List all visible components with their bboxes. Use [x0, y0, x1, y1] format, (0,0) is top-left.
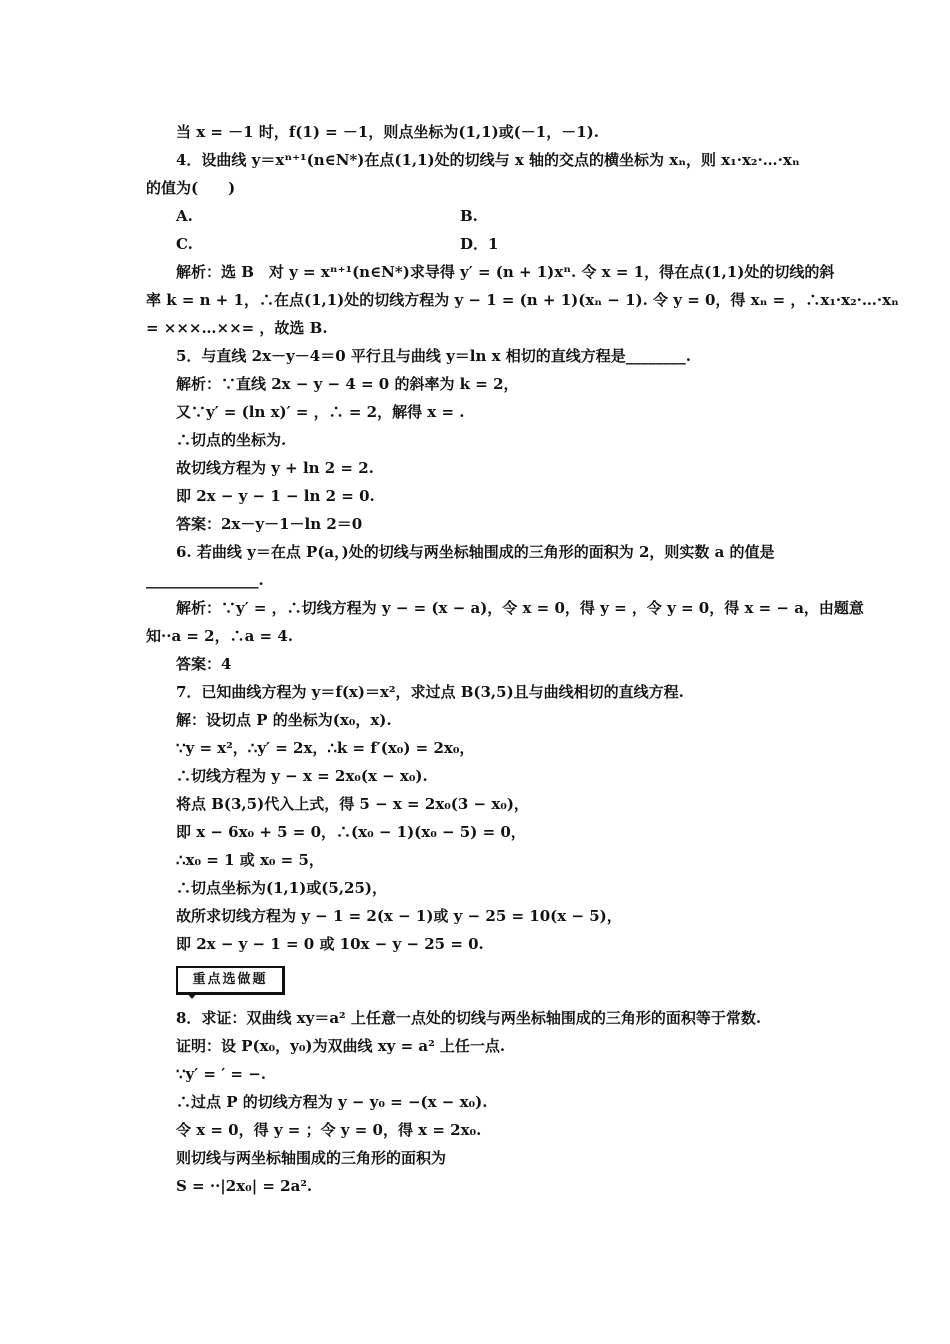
solution-line: 即 2x − y − 1 = 0 或 10x − y − 25 = 0.	[176, 935, 484, 953]
option-c: C.	[176, 235, 193, 253]
proof-line: ∴过点 P 的切线方程为 y − y₀ = −(x − x₀).	[176, 1093, 488, 1111]
section-badge: 重点选做题	[176, 966, 285, 995]
solution-line: 又∵y′ = (ln x)′ = ，∴ = 2，解得 x = .	[176, 403, 465, 421]
answer-line: 答案：2x－y－1－ln 2＝0	[176, 515, 363, 533]
solution-line: = ×××…××= ，故选 B.	[146, 319, 328, 337]
solution-line: 解析：∵直线 2x − y − 4 = 0 的斜率为 k = 2，	[176, 375, 519, 393]
option-a: A.	[176, 207, 193, 225]
question-7: 7．已知曲线方程为 y＝f(x)＝x²，求过点 B(3,5)且与曲线相切的直线方程.	[176, 683, 684, 701]
solution-line: 解：设切点 P 的坐标为(x₀，x).	[176, 711, 392, 729]
option-d: D．1	[460, 235, 499, 253]
question-4: 4．设曲线 y＝xⁿ⁺¹(n∈N*)在点(1,1)处的切线与 x 轴的交点的横坐标为 xₙ，则 x₁·x₂·…·xₙ	[176, 151, 800, 169]
solution-line: 即 2x − y − 1 − ln 2 = 0.	[176, 487, 375, 505]
solution-line: 故所求切线方程为 y − 1 = 2(x − 1)或 y − 25 = 10(x − 5)，	[176, 907, 622, 925]
solution-line: 知··a = 2，∴a = 4.	[146, 627, 294, 645]
badge-tail-icon	[186, 992, 198, 999]
document-page	[146, 118, 899, 1200]
question-5: 5．与直线 2x－y－4＝0 平行且与曲线 y＝ln x 相切的直线方程是________.	[176, 347, 692, 365]
solution-line: 即 x − 6x₀ + 5 = 0，∴(x₀ − 1)(x₀ − 5) = 0，	[176, 823, 526, 841]
proof-line: S = ··|2x₀| = 2a².	[176, 1177, 313, 1195]
section-header	[146, 958, 810, 1004]
answer-line: 答案：4	[176, 655, 232, 673]
solution-line: 率 k = n + 1，∴在点(1,1)处的切线方程为 y − 1 = (n + 1)(xₙ − 1). 令 y = 0，得 xₙ = ，∴x₁·x₂·…·xₙ	[146, 291, 899, 309]
solution-line: ∴切线方程为 y − x = 2x₀(x − x₀).	[176, 767, 428, 785]
question-6: 6. 若曲线 y＝在点 P(a，)处的切线与两坐标轴围成的三角形的面积为 2，则实数 a 的值是	[176, 543, 775, 561]
solution-line: ∴x₀ = 1 或 x₀ = 5，	[176, 851, 324, 869]
blank-line: _______________.	[146, 571, 264, 589]
options-row	[146, 202, 810, 230]
solution-line: ∴切点的坐标为.	[176, 431, 287, 449]
solution-line: 解析：∵y′ = ，∴切线方程为 y − = (x − a)，令 x = 0，得 y = ，令 y = 0，得 x = − a，由题意	[176, 599, 864, 617]
proof-line: 则切线与两坐标轴围成的三角形的面积为	[176, 1149, 447, 1167]
proof-line: 证明：设 P(x₀，y₀)为双曲线 xy = a² 上任一点.	[176, 1037, 506, 1055]
text-line: 当 x = －1 时，f(1) = －1，则点坐标为(1,1)或(－1，－1).	[176, 123, 599, 141]
question-8: 8．求证：双曲线 xy＝a² 上任意一点处的切线与两坐标轴围成的三角形的面积等于常数.	[176, 1009, 762, 1027]
solution-line: ∴切点坐标为(1,1)或(5,25)，	[176, 879, 388, 897]
solution-line: 故切线方程为 y + ln 2 = 2.	[176, 459, 374, 477]
solution-line: ∵y = x²，∴y′ = 2x，∴k = f′(x₀) = 2x₀，	[176, 739, 475, 757]
proof-line: 令 x = 0，得 y = ；令 y = 0，得 x = 2x₀.	[176, 1121, 482, 1139]
option-b: B.	[460, 207, 478, 225]
options-row	[146, 230, 810, 258]
proof-line: ∵y′ = ′ = −.	[176, 1065, 266, 1083]
text-line: 的值为( )	[146, 179, 236, 197]
solution-line: 将点 B(3,5)代入上式，得 5 − x = 2x₀(3 − x₀)，	[176, 795, 529, 813]
solution-line: 解析：选 B 对 y = xⁿ⁺¹(n∈N*)求导得 y′ = (n + 1)xⁿ. 令 x = 1，得在点(1,1)处的切线的斜	[176, 263, 835, 281]
